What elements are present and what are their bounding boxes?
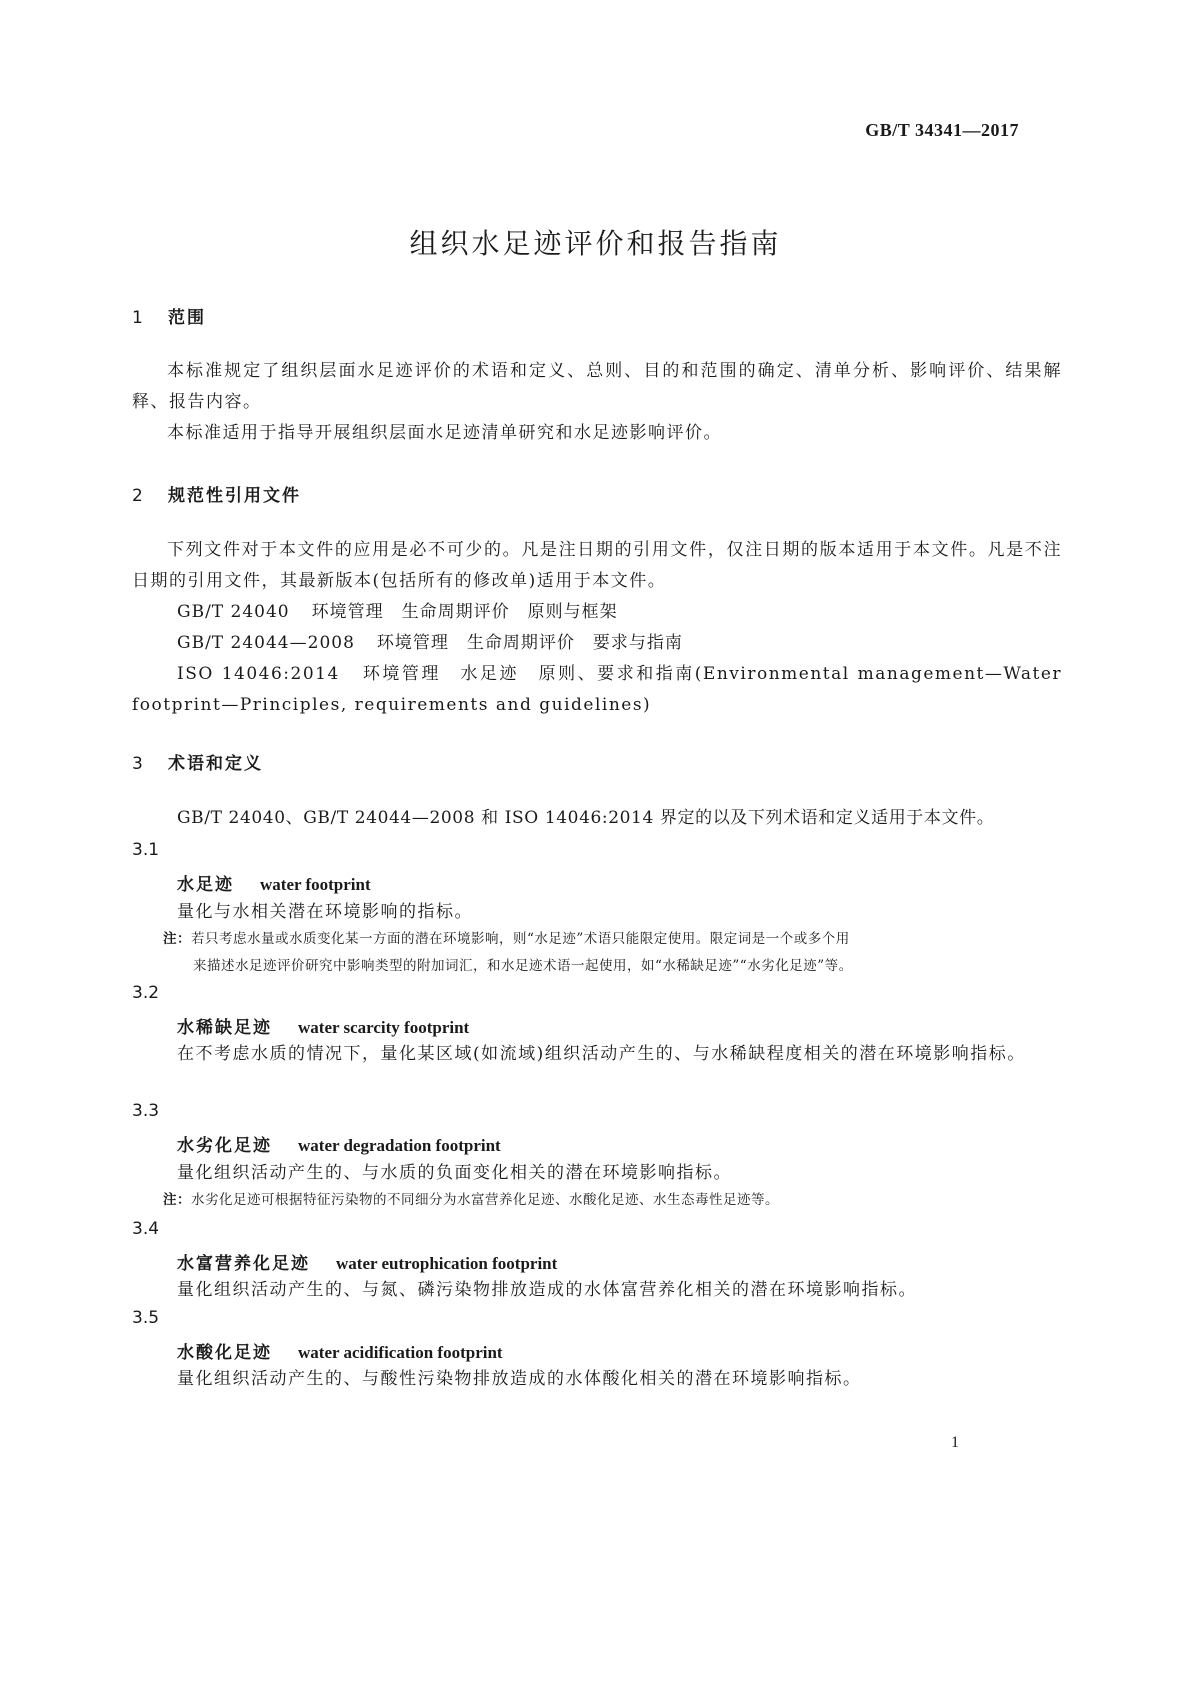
term-chinese: 水酸化足迹 xyxy=(177,1343,272,1363)
reference-item xyxy=(132,659,1062,721)
note-label: 注： xyxy=(163,931,191,947)
section-3-paragraph-1: GB/T 24040、GB/T 24044—2008 和 ISO 14046:2014 界定的以及下列术语和定义适用于本文件。 xyxy=(177,808,995,828)
note-text: 若只考虑水量或水质变化某一方面的潜在环境影响，则“水足迹”术语只能限定使用。限定词是一个或多个用 xyxy=(191,931,850,947)
term-number: 3.5 xyxy=(132,1308,160,1328)
reference-title: 环境管理 水足迹 原则、要求和指南(Environmental management—Water footprint—Principles, requirements and guidelines) xyxy=(132,664,1063,715)
note-text: 水劣化足迹可根据特征污染物的不同细分为水富营养化足迹、水酸化足迹、水生态毒性足迹等。 xyxy=(191,1192,779,1208)
section-1-paragraph-2: 本标准适用于指导开展组织层面水足迹清单研究和水足迹影响评价。 xyxy=(167,423,722,443)
reference-title: 环境管理 生命周期评价 要求与指南 xyxy=(376,633,683,653)
reference-item xyxy=(177,628,1077,659)
section-2-heading xyxy=(132,481,301,506)
reference-title: 环境管理 生命周期评价 原则与框架 xyxy=(311,602,618,622)
document-title: 组织水足迹评价和报告指南 xyxy=(409,227,782,260)
term-name xyxy=(177,870,371,895)
term-name xyxy=(177,1013,469,1038)
term-definition: 量化组织活动产生的、与水质的负面变化相关的潜在环境影响指标。 xyxy=(177,1163,732,1183)
section-3-heading xyxy=(132,749,263,774)
section-1-heading xyxy=(132,303,206,328)
note-label: 注： xyxy=(163,1192,191,1208)
term-english: water scarcity footprint xyxy=(298,1018,470,1037)
section-number: 1 xyxy=(132,308,143,328)
reference-code: GB/T 24044—2008 xyxy=(177,633,355,653)
section-title: 术语和定义 xyxy=(168,754,263,774)
term-number: 3.2 xyxy=(132,983,160,1003)
term-chinese: 水劣化足迹 xyxy=(177,1136,272,1156)
standard-code: GB/T 34341—2017 xyxy=(865,120,1019,140)
term-definition: 量化组织活动产生的、与氮、磷污染物排放造成的水体富营养化相关的潜在环境影响指标。 xyxy=(177,1280,917,1300)
section-title: 规范性引用文件 xyxy=(168,486,301,506)
term-english: water acidification footprint xyxy=(298,1343,503,1362)
term-name xyxy=(177,1249,557,1274)
term-definition: 在不考虑水质的情况下，量化某区域(如流域)组织活动产生的、与水稀缺程度相关的潜在环境影响指标。 xyxy=(177,1044,1026,1064)
term-number: 3.3 xyxy=(132,1101,160,1121)
term-note xyxy=(163,926,1063,980)
note-text-continued: 来描述水足迹评价研究中影响类型的附加词汇，和水足迹术语一起使用，如“水稀缺足迹”“水劣化足迹”等。 xyxy=(193,958,853,974)
term-chinese: 水富营养化足迹 xyxy=(177,1254,310,1274)
reference-code: ISO 14046:2014 xyxy=(177,664,340,684)
term-number: 3.4 xyxy=(132,1219,160,1239)
term-name xyxy=(177,1338,503,1363)
term-definition: 量化与水相关潜在环境影响的指标。 xyxy=(177,902,473,922)
term-english: water footprint xyxy=(260,875,371,894)
section-title: 范围 xyxy=(168,308,206,328)
term-note xyxy=(163,1187,1063,1214)
term-english: water degradation footprint xyxy=(298,1136,501,1155)
reference-code: GB/T 24040 xyxy=(177,602,290,622)
term-chinese: 水足迹 xyxy=(177,875,234,895)
term-english: water eutrophication footprint xyxy=(336,1254,558,1273)
page-number: 1 xyxy=(951,1434,959,1451)
term-name xyxy=(177,1131,501,1156)
term-chinese: 水稀缺足迹 xyxy=(177,1018,272,1038)
term-number: 3.1 xyxy=(132,840,160,860)
section-number: 2 xyxy=(132,486,143,506)
section-2-paragraph-1: 下列文件对于本文件的应用是必不可少的。凡是注日期的引用文件，仅注日期的版本适用于本文件。凡是不注日期的引用文件，其最新版本(包括所有的修改单)适用于本文件。 xyxy=(132,540,1062,591)
section-number: 3 xyxy=(132,754,143,774)
reference-item xyxy=(177,597,1077,628)
section-1-paragraph-1: 本标准规定了组织层面水足迹评价的术语和定义、总则、目的和范围的确定、清单分析、影响评价、结果解释、报告内容。 xyxy=(132,361,1062,412)
term-definition: 量化组织活动产生的、与酸性污染物排放造成的水体酸化相关的潜在环境影响指标。 xyxy=(177,1369,862,1389)
